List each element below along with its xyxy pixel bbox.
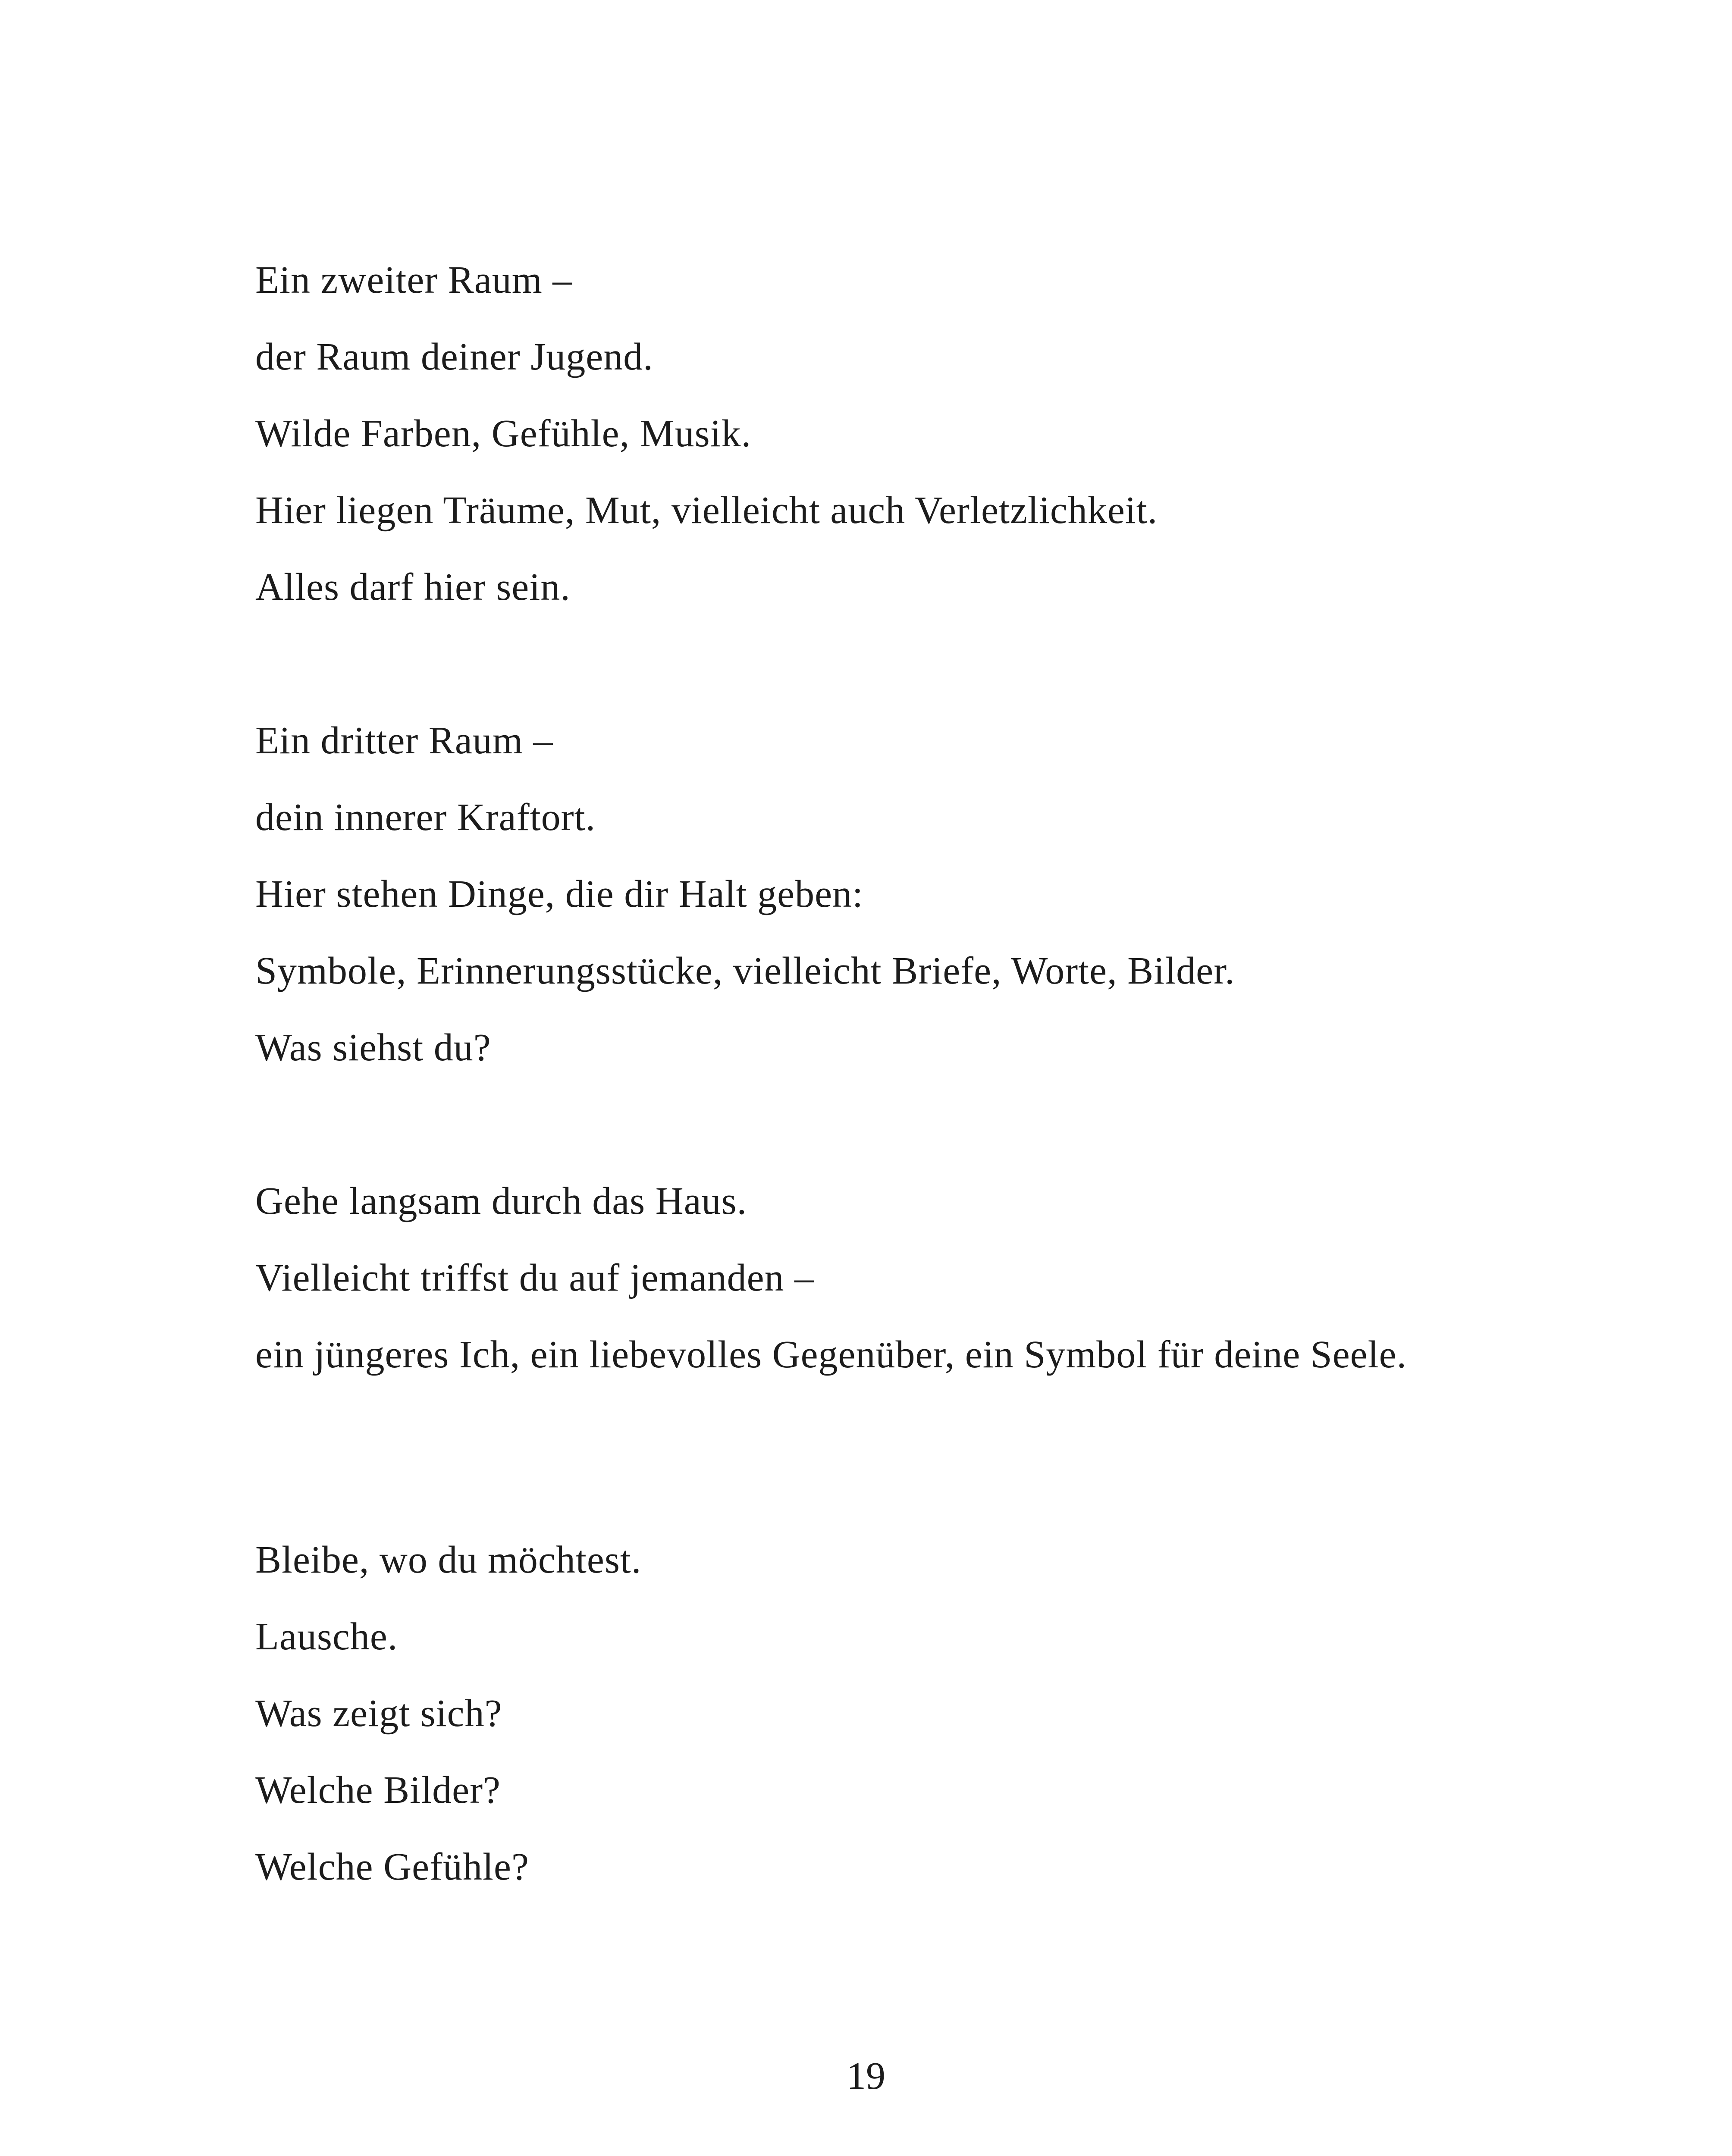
text-line: Welche Bilder? (255, 1769, 501, 1811)
text-line: Was siehst du? (255, 1026, 491, 1069)
text-line: Was zeigt sich? (255, 1692, 502, 1735)
text-line: Hier stehen Dinge, die dir Halt geben: (255, 873, 864, 915)
text-line: Vielleicht triffst du auf jemanden – (255, 1257, 815, 1299)
text-line: Wilde Farben, Gefühle, Musik. (255, 412, 752, 455)
page-number: 19 (847, 2055, 885, 2097)
text-line: dein innerer Kraftort. (255, 796, 596, 839)
text-line: Hier liegen Träume, Mut, vielleicht auch Verletzlichkeit. (255, 489, 1158, 532)
text-line: Welche Gefühle? (255, 1846, 529, 1888)
text-line: Gehe langsam durch das Haus. (255, 1180, 747, 1222)
text-line: Ein dritter Raum – (255, 719, 553, 762)
text-line: Symbole, Erinnerungsstücke, vielleicht Briefe, Worte, Bilder. (255, 950, 1235, 992)
text-line: Bleibe, wo du möchtest. (255, 1539, 642, 1581)
text-line: Ein zweiter Raum – (255, 259, 573, 301)
text-line: Lausche. (255, 1615, 398, 1658)
text-line: Alles darf hier sein. (255, 566, 571, 608)
text-line: der Raum deiner Jugend. (255, 335, 653, 378)
text-line: ein jüngeres Ich, ein liebevolles Gegenüber, ein Symbol für deine Seele. (255, 1333, 1407, 1376)
